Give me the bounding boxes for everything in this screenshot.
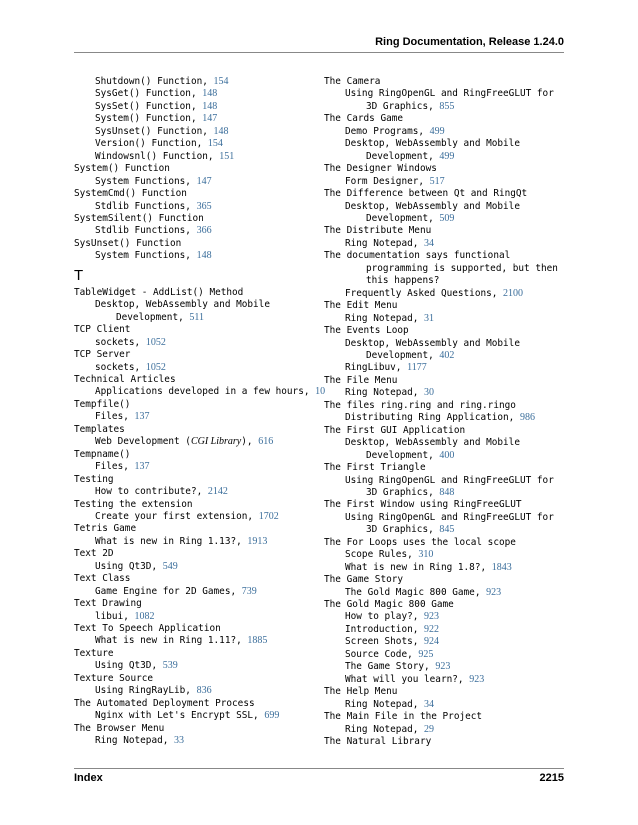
page-link[interactable]: 739 bbox=[241, 585, 257, 597]
entry-text: Distributing Ring Application, bbox=[345, 412, 520, 424]
page-link[interactable]: 34 bbox=[424, 237, 435, 249]
index-subentry bbox=[74, 685, 314, 697]
index-subentry bbox=[324, 313, 569, 325]
page-link[interactable]: 923 bbox=[486, 586, 502, 598]
index-term bbox=[324, 113, 569, 125]
entry-text: Technical Articles bbox=[74, 373, 176, 385]
entry-text: Version() Function, bbox=[95, 138, 208, 150]
index-subentry bbox=[74, 176, 314, 188]
index-subentry bbox=[324, 624, 569, 636]
index-subentry bbox=[324, 437, 569, 449]
entry-text: Demo Programs, bbox=[345, 125, 430, 137]
index-term bbox=[74, 523, 314, 535]
index-term bbox=[74, 163, 314, 175]
index-subentry bbox=[324, 487, 569, 499]
entry-text: Text Class bbox=[74, 573, 131, 585]
entry-text: 3D Graphics, bbox=[366, 100, 440, 112]
index-term bbox=[324, 686, 569, 698]
index-term bbox=[324, 76, 569, 88]
page-link[interactable]: 34 bbox=[424, 698, 435, 710]
entry-text: Texture Source bbox=[74, 672, 154, 684]
index-subentry bbox=[74, 362, 314, 374]
page-link[interactable]: 151 bbox=[219, 150, 235, 162]
entry-text: The First Triangle bbox=[324, 462, 426, 474]
index-subentry bbox=[74, 151, 314, 163]
page-link[interactable]: 699 bbox=[264, 710, 280, 722]
page-link[interactable]: 836 bbox=[196, 685, 212, 697]
entry-text: What will you learn?, bbox=[345, 673, 470, 685]
index-term bbox=[74, 648, 314, 660]
entry-text: What is new in Ring 1.11?, bbox=[95, 635, 248, 647]
entry-text: Files, bbox=[95, 461, 135, 473]
page-link[interactable]: 923 bbox=[435, 661, 451, 673]
index-subentry bbox=[74, 735, 314, 747]
page-link[interactable]: 924 bbox=[424, 636, 440, 648]
index-term bbox=[324, 599, 569, 611]
page-link[interactable]: 2100 bbox=[503, 287, 524, 299]
entry-text: The Automated Deployment Process bbox=[74, 697, 255, 709]
page-link[interactable]: 855 bbox=[439, 100, 455, 112]
page-link[interactable]: 137 bbox=[134, 411, 150, 423]
index-term bbox=[74, 213, 314, 225]
index-term bbox=[74, 499, 314, 511]
entry-text: Windowsnl() Function, bbox=[95, 150, 220, 162]
page-link[interactable]: 922 bbox=[424, 623, 440, 635]
index-term bbox=[74, 188, 314, 200]
page-link[interactable]: 366 bbox=[196, 225, 212, 237]
index-subentry bbox=[74, 101, 314, 113]
index-term bbox=[324, 375, 569, 387]
index-term bbox=[324, 400, 569, 412]
index-subentry bbox=[324, 724, 569, 736]
page-link[interactable]: 365 bbox=[196, 200, 212, 212]
index-subentry bbox=[74, 586, 314, 598]
entry-text: Development, bbox=[366, 349, 440, 361]
index-subentry bbox=[74, 536, 314, 548]
page-link[interactable]: 148 bbox=[213, 125, 229, 137]
entry-text: Ring Notepad, bbox=[345, 387, 425, 399]
entry-text: What is new in Ring 1.8?, bbox=[345, 561, 492, 573]
page-link[interactable]: 1913 bbox=[247, 535, 268, 547]
entry-text: The Main File in the Project bbox=[324, 711, 483, 723]
entry-text: Applications developed in a few hours, bbox=[95, 386, 316, 398]
index-term bbox=[74, 623, 314, 635]
page-link[interactable]: 1177 bbox=[407, 362, 427, 374]
index-subentry bbox=[324, 562, 569, 574]
index-subentry bbox=[324, 338, 569, 350]
index-subentry bbox=[324, 699, 569, 711]
index-subentry bbox=[324, 138, 569, 150]
entry-text: Source Code, bbox=[345, 648, 419, 660]
index-term bbox=[324, 425, 569, 437]
index-subentry bbox=[74, 312, 314, 324]
entry-text: The Camera bbox=[324, 76, 381, 87]
page-link[interactable]: 148 bbox=[202, 100, 218, 112]
index-term bbox=[324, 499, 569, 511]
index-subentry bbox=[74, 511, 314, 523]
index-subentry bbox=[324, 88, 569, 100]
entry-text: Using RingOpenGL and RingFreeGLUT for bbox=[345, 511, 554, 523]
entry-text: How to play?, bbox=[345, 611, 425, 623]
entry-text: The Designer Windows bbox=[324, 163, 437, 175]
page-link[interactable]: 30 bbox=[424, 387, 435, 399]
entry-text: Using Qt3D, bbox=[95, 660, 163, 672]
page-link[interactable]: 509 bbox=[439, 212, 455, 224]
page-link[interactable]: 517 bbox=[429, 175, 445, 187]
page-link[interactable]: 1702 bbox=[258, 510, 279, 522]
index-subentry bbox=[74, 611, 314, 623]
entry-citation: CGI Library bbox=[190, 436, 242, 448]
entry-text: The files ring.ring and ring.ringo bbox=[324, 399, 516, 411]
entry-text: The Distribute Menu bbox=[324, 225, 432, 237]
entry-text: Scope Rules, bbox=[345, 549, 419, 561]
entry-text: The For Loops uses the local scope bbox=[324, 536, 516, 548]
index-term bbox=[74, 598, 314, 610]
entry-text: Text Drawing bbox=[74, 598, 142, 610]
entry-text: Desktop, WebAssembly and Mobile bbox=[345, 138, 520, 150]
entry-text: The Game Story, bbox=[345, 661, 436, 673]
entry-text: Frequently Asked Questions, bbox=[345, 287, 504, 299]
footer-page-number: 2215 bbox=[539, 772, 564, 784]
entry-text: sockets, bbox=[95, 336, 146, 348]
entry-text: Ring Notepad, bbox=[345, 237, 425, 249]
index-subentry bbox=[324, 176, 569, 188]
index-term bbox=[74, 474, 314, 486]
index-subentry bbox=[74, 299, 314, 311]
index-term bbox=[324, 225, 569, 237]
index-subentry bbox=[324, 362, 569, 374]
entry-text: Ring Notepad, bbox=[345, 723, 425, 735]
index-term bbox=[324, 300, 569, 312]
entry-text: 3D Graphics, bbox=[366, 486, 440, 498]
page-link[interactable]: 1052 bbox=[145, 361, 166, 373]
index-term bbox=[74, 673, 314, 685]
header-rule bbox=[74, 52, 564, 53]
entry-text: The documentation says functional bbox=[324, 250, 511, 262]
entry-text: TCP Server bbox=[74, 349, 131, 361]
entry-text: The Gold Magic 800 Game, bbox=[345, 586, 487, 598]
index-term bbox=[74, 548, 314, 560]
entry-text: Shutdown() Function, bbox=[95, 76, 214, 87]
entry-text: programming is supported, but then bbox=[366, 262, 558, 274]
page-link[interactable]: 33 bbox=[174, 735, 185, 747]
page-link[interactable]: 154 bbox=[207, 138, 223, 150]
page-link[interactable]: 499 bbox=[439, 150, 455, 162]
index-subentry bbox=[324, 549, 569, 561]
entry-text: System Functions, bbox=[95, 175, 197, 187]
page-link[interactable]: 923 bbox=[469, 673, 485, 685]
entry-text: Texture bbox=[74, 647, 114, 659]
entry-text: The Browser Menu bbox=[74, 722, 165, 734]
index-subentry bbox=[74, 461, 314, 473]
entry-text: Development, bbox=[116, 311, 190, 323]
entry-text: SysSet() Function, bbox=[95, 100, 203, 112]
entry-text: Game Engine for 2D Games, bbox=[95, 585, 242, 597]
entry-text: Development, bbox=[366, 212, 440, 224]
entry-text: Form Designer, bbox=[345, 175, 430, 187]
index-term bbox=[324, 537, 569, 549]
index-subentry bbox=[324, 288, 569, 300]
index-subentry bbox=[324, 512, 569, 524]
entry-text: System Functions, bbox=[95, 250, 197, 262]
index-subentry bbox=[74, 76, 314, 88]
entry-text: RingLibuv, bbox=[345, 362, 408, 374]
entry-text: Using Qt3D, bbox=[95, 560, 163, 572]
entry-text: The First GUI Application bbox=[324, 424, 466, 436]
index-term bbox=[74, 238, 314, 250]
entry-text: Tempfile() bbox=[74, 398, 131, 410]
index-subentry bbox=[74, 250, 314, 262]
entry-text: 3D Graphics, bbox=[366, 524, 440, 536]
index-term bbox=[324, 711, 569, 723]
entry-text: this happens? bbox=[366, 275, 440, 287]
entry-text: Using RingRayLib, bbox=[95, 685, 197, 697]
index-letter-heading: T bbox=[74, 266, 84, 284]
entry-text: Desktop, WebAssembly and Mobile bbox=[95, 299, 270, 311]
entry-text: Desktop, WebAssembly and Mobile bbox=[345, 437, 520, 449]
index-subentry bbox=[74, 635, 314, 647]
entry-text: Create your first extension, bbox=[95, 510, 259, 522]
index-subentry bbox=[74, 386, 326, 398]
index-term bbox=[324, 250, 569, 262]
index-term bbox=[74, 287, 314, 299]
page-link[interactable]: 925 bbox=[418, 648, 434, 660]
index-subentry bbox=[324, 263, 569, 275]
index-term bbox=[74, 324, 314, 336]
entry-text: How to contribute?, bbox=[95, 486, 208, 498]
index-subentry bbox=[74, 710, 314, 722]
index-subentry bbox=[324, 661, 569, 673]
entry-text: Stdlib Functions, bbox=[95, 225, 197, 237]
entry-text: Using RingOpenGL and RingFreeGLUT for bbox=[345, 474, 554, 486]
entry-text: Development, bbox=[366, 449, 440, 461]
entry-text: Text To Speech Application bbox=[74, 623, 221, 635]
entry-text: Files, bbox=[95, 411, 135, 423]
page-link[interactable]: 848 bbox=[439, 486, 455, 498]
index-subentry bbox=[324, 151, 569, 163]
index-term bbox=[74, 399, 314, 411]
page-link[interactable]: 1082 bbox=[134, 610, 155, 622]
index-subentry bbox=[324, 238, 569, 250]
entry-text: Desktop, WebAssembly and Mobile bbox=[345, 337, 520, 349]
entry-text: The File Menu bbox=[324, 374, 398, 386]
page-link[interactable]: 10 bbox=[315, 386, 326, 398]
entry-text: Introduction, bbox=[345, 623, 425, 635]
entry-text: System() Function, bbox=[95, 113, 203, 125]
index-term bbox=[74, 723, 314, 735]
page-link[interactable]: 147 bbox=[202, 113, 218, 125]
page-link[interactable]: 616 bbox=[258, 436, 274, 448]
index-subentry bbox=[324, 475, 569, 487]
page-link[interactable]: 402 bbox=[439, 349, 455, 361]
page-link[interactable]: 539 bbox=[162, 660, 178, 672]
index-subentry bbox=[74, 225, 314, 237]
page-link[interactable]: 549 bbox=[162, 560, 178, 572]
index-term bbox=[324, 574, 569, 586]
entry-text: SysGet() Function, bbox=[95, 88, 203, 100]
page-link[interactable]: 845 bbox=[439, 524, 455, 536]
entry-text: SystemCmd() Function bbox=[74, 188, 187, 200]
index-term bbox=[74, 374, 314, 386]
entry-text: sockets, bbox=[95, 361, 146, 373]
page-link[interactable]: 986 bbox=[519, 412, 535, 424]
entry-text: The Help Menu bbox=[324, 686, 398, 698]
entry-text: System() Function bbox=[74, 163, 170, 175]
running-header-title: Ring Documentation, Release 1.24.0 bbox=[375, 36, 564, 48]
entry-text: libui, bbox=[95, 610, 135, 622]
entry-text: The Cards Game bbox=[324, 113, 404, 125]
page-link[interactable]: 2142 bbox=[207, 486, 228, 498]
index-subentry bbox=[324, 213, 569, 225]
entry-text: Development, bbox=[366, 150, 440, 162]
entry-text: Ring Notepad, bbox=[95, 735, 175, 747]
entry-text: The Natural Library bbox=[324, 736, 432, 748]
entry-text: The Difference between Qt and RingQt bbox=[324, 188, 528, 200]
index-subentry bbox=[324, 450, 569, 462]
entry-text: Ring Notepad, bbox=[345, 312, 425, 324]
entry-text: Nginx with Let's Encrypt SSL, bbox=[95, 710, 265, 722]
index-subentry bbox=[74, 411, 314, 423]
page-link[interactable]: 148 bbox=[202, 88, 218, 100]
entry-text: The Gold Magic 800 Game bbox=[324, 599, 454, 611]
index-subentry bbox=[324, 101, 569, 113]
entry-text: Desktop, WebAssembly and Mobile bbox=[345, 200, 520, 212]
index-subentry bbox=[324, 611, 569, 623]
index-term bbox=[74, 449, 314, 461]
page-link[interactable]: 400 bbox=[439, 449, 455, 461]
footer-rule bbox=[74, 768, 564, 769]
index-subentry bbox=[324, 636, 569, 648]
page-link[interactable]: 29 bbox=[424, 723, 435, 735]
page-link[interactable]: 154 bbox=[213, 76, 229, 87]
index-subentry bbox=[324, 126, 569, 138]
footer-section-label: Index bbox=[74, 772, 103, 784]
index-subentry bbox=[324, 649, 569, 661]
entry-text: SysUnset() Function, bbox=[95, 125, 214, 137]
entry-text: Templates bbox=[74, 423, 125, 435]
index-subentry bbox=[74, 561, 314, 573]
entry-text: TableWidget - AddList() Method bbox=[74, 286, 244, 298]
page-link[interactable]: 1843 bbox=[491, 561, 512, 573]
entry-text: Tetris Game bbox=[74, 523, 137, 535]
index-term bbox=[74, 424, 314, 436]
index-term bbox=[324, 736, 569, 748]
page-link[interactable]: 923 bbox=[424, 611, 440, 623]
index-term bbox=[324, 188, 569, 200]
index-subentry bbox=[74, 113, 314, 125]
index-subentry bbox=[74, 337, 314, 349]
index-term bbox=[324, 325, 569, 337]
index-subentry bbox=[324, 387, 569, 399]
index-subentry bbox=[74, 126, 314, 138]
index-term bbox=[324, 163, 569, 175]
index-subentry bbox=[74, 660, 314, 672]
entry-text: Testing bbox=[74, 473, 114, 485]
entry-text: Testing the extension bbox=[74, 498, 193, 510]
entry-text: What is new in Ring 1.13?, bbox=[95, 535, 248, 547]
page-link[interactable]: 148 bbox=[196, 250, 212, 262]
page-link[interactable]: 499 bbox=[429, 125, 445, 137]
entry-text: Web Development ( bbox=[95, 436, 191, 448]
entry-text: The Events Loop bbox=[324, 325, 409, 337]
index-column-right bbox=[324, 76, 569, 748]
index-subentry bbox=[324, 350, 569, 362]
entry-text: Stdlib Functions, bbox=[95, 200, 197, 212]
index-term bbox=[324, 462, 569, 474]
page-link[interactable]: 147 bbox=[196, 175, 212, 187]
index-term bbox=[74, 573, 314, 585]
entry-text: Text 2D bbox=[74, 548, 114, 560]
index-subentry bbox=[74, 486, 314, 498]
page-link[interactable]: 1885 bbox=[247, 635, 268, 647]
page-link[interactable]: 137 bbox=[134, 461, 150, 473]
index-term bbox=[74, 349, 314, 361]
page-link[interactable]: 31 bbox=[424, 312, 435, 324]
entry-text: The Edit Menu bbox=[324, 300, 398, 312]
index-column-left bbox=[74, 76, 326, 748]
index-term bbox=[74, 698, 314, 710]
page-link[interactable]: 511 bbox=[189, 311, 205, 323]
entry-text: SysUnset() Function bbox=[74, 237, 182, 249]
entry-text: TCP Client bbox=[74, 324, 131, 336]
entry-text: Ring Notepad, bbox=[345, 698, 425, 710]
index-subentry bbox=[324, 201, 569, 213]
entry-text: The Game Story bbox=[324, 574, 404, 586]
index-subentry bbox=[324, 674, 569, 686]
entry-text-suffix: ), bbox=[241, 436, 259, 448]
page-link[interactable]: 1052 bbox=[145, 336, 166, 348]
page-link[interactable]: 310 bbox=[418, 549, 434, 561]
index-subentry bbox=[324, 275, 569, 287]
entry-text: Tempname() bbox=[74, 448, 131, 460]
index-subentry bbox=[74, 436, 314, 448]
index-subentry bbox=[74, 201, 314, 213]
index-subentry bbox=[74, 138, 314, 150]
entry-text: Screen Shots, bbox=[345, 636, 425, 648]
index-subentry bbox=[324, 524, 569, 536]
index-subentry bbox=[324, 412, 569, 424]
index-subentry bbox=[324, 587, 569, 599]
entry-text: The First Window using RingFreeGLUT bbox=[324, 499, 522, 511]
index-subentry bbox=[74, 88, 314, 100]
entry-text: Using RingOpenGL and RingFreeGLUT for bbox=[345, 88, 554, 100]
entry-text: SystemSilent() Function bbox=[74, 212, 204, 224]
